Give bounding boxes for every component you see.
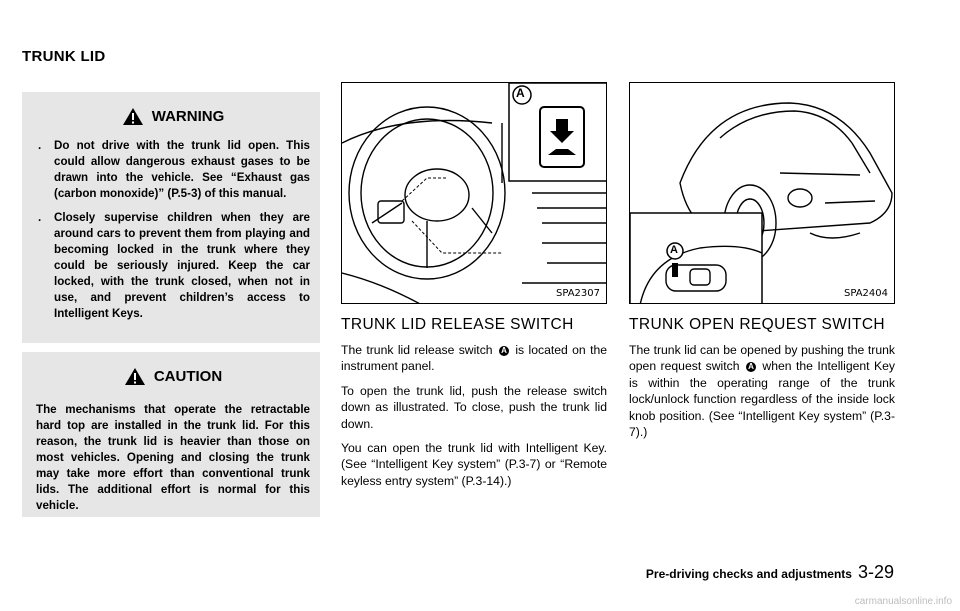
caution-triangle-icon: [124, 367, 146, 386]
caution-header: [36, 358, 310, 394]
open-request-heading: TRUNK OPEN REQUEST SWITCH: [629, 316, 886, 333]
car-illustration: [630, 83, 895, 304]
watermark: carmanualsonline.info: [854, 596, 952, 607]
release-switch-paragraph: The trunk lid release switch A is located on the instrument panel.: [341, 343, 608, 374]
warning-title: WARNING: [151, 107, 225, 125]
warning-item: . Do not drive with the trunk lid open. This could allow dangerous exhaust gases to be drawn into the vehicle. See “Exhaust gas (carbon monoxide)” (P.5-3) of this manual.: [38, 139, 310, 200]
warning-triangle-icon: [122, 107, 144, 126]
caution-box: [22, 352, 320, 517]
marker-a-icon: A: [499, 346, 509, 356]
warning-list: [36, 138, 310, 322]
caution-text: The mechanisms that operate the retractable hard top are installed in the trunk lid. For this reason, the trunk lid is heavier than those on most vehicles. Opening and closing the trunk may take more effort than conventional trunk lids. The additional effort is normal for this vehicle.: [36, 403, 310, 512]
chapter-title: Pre-driving checks and adjustments: [645, 567, 852, 581]
dashboard-illustration: [342, 83, 607, 304]
marker-a-icon: A: [746, 362, 756, 372]
release-switch-paragraph: To open the trunk lid, push the release switch down as illustrated. To close, push the trunk lid down.: [341, 383, 607, 431]
release-switch-paragraph: You can open the trunk lid with Intelligent Key. (See “Intelligent Key system” (P.3-7) or “Remote keyless entry system” (P.3-14).): [341, 441, 607, 488]
figure2-marker: A: [670, 244, 678, 256]
caution-title: CAUTION: [153, 367, 223, 385]
figure-open-request: [629, 82, 895, 304]
section-title: TRUNK LID: [22, 48, 106, 65]
figure-release-switch: [341, 82, 607, 304]
figure1-code: SPA2307: [555, 288, 600, 299]
open-request-section: [629, 316, 895, 448]
figure1-marker: A: [516, 86, 525, 100]
warning-header: [36, 98, 310, 134]
open-request-paragraph: The trunk lid can be opened by pushing the trunk open request switch A when the Intelligent Key is within the operating range of the trunk lock/unlock function regardless of the inside lock knob position. (See “Intelligent Key system” (P.3-7).): [629, 343, 895, 440]
release-switch-heading: TRUNK LID RELEASE SWITCH: [341, 316, 574, 333]
warning-item: . Closely supervise children when they are around cars to prevent them from playing and becoming locked in the trunk where they could be seriously injured. Keep the car locked, with the trunk closed, when not in use, and prevent children’s access to Intelligent Keys.: [38, 211, 310, 320]
page-number: 3-29: [857, 562, 894, 582]
release-switch-section: [341, 316, 607, 497]
warning-box: [22, 92, 320, 343]
page-footer: [646, 562, 894, 583]
figure2-code: SPA2404: [843, 288, 888, 299]
